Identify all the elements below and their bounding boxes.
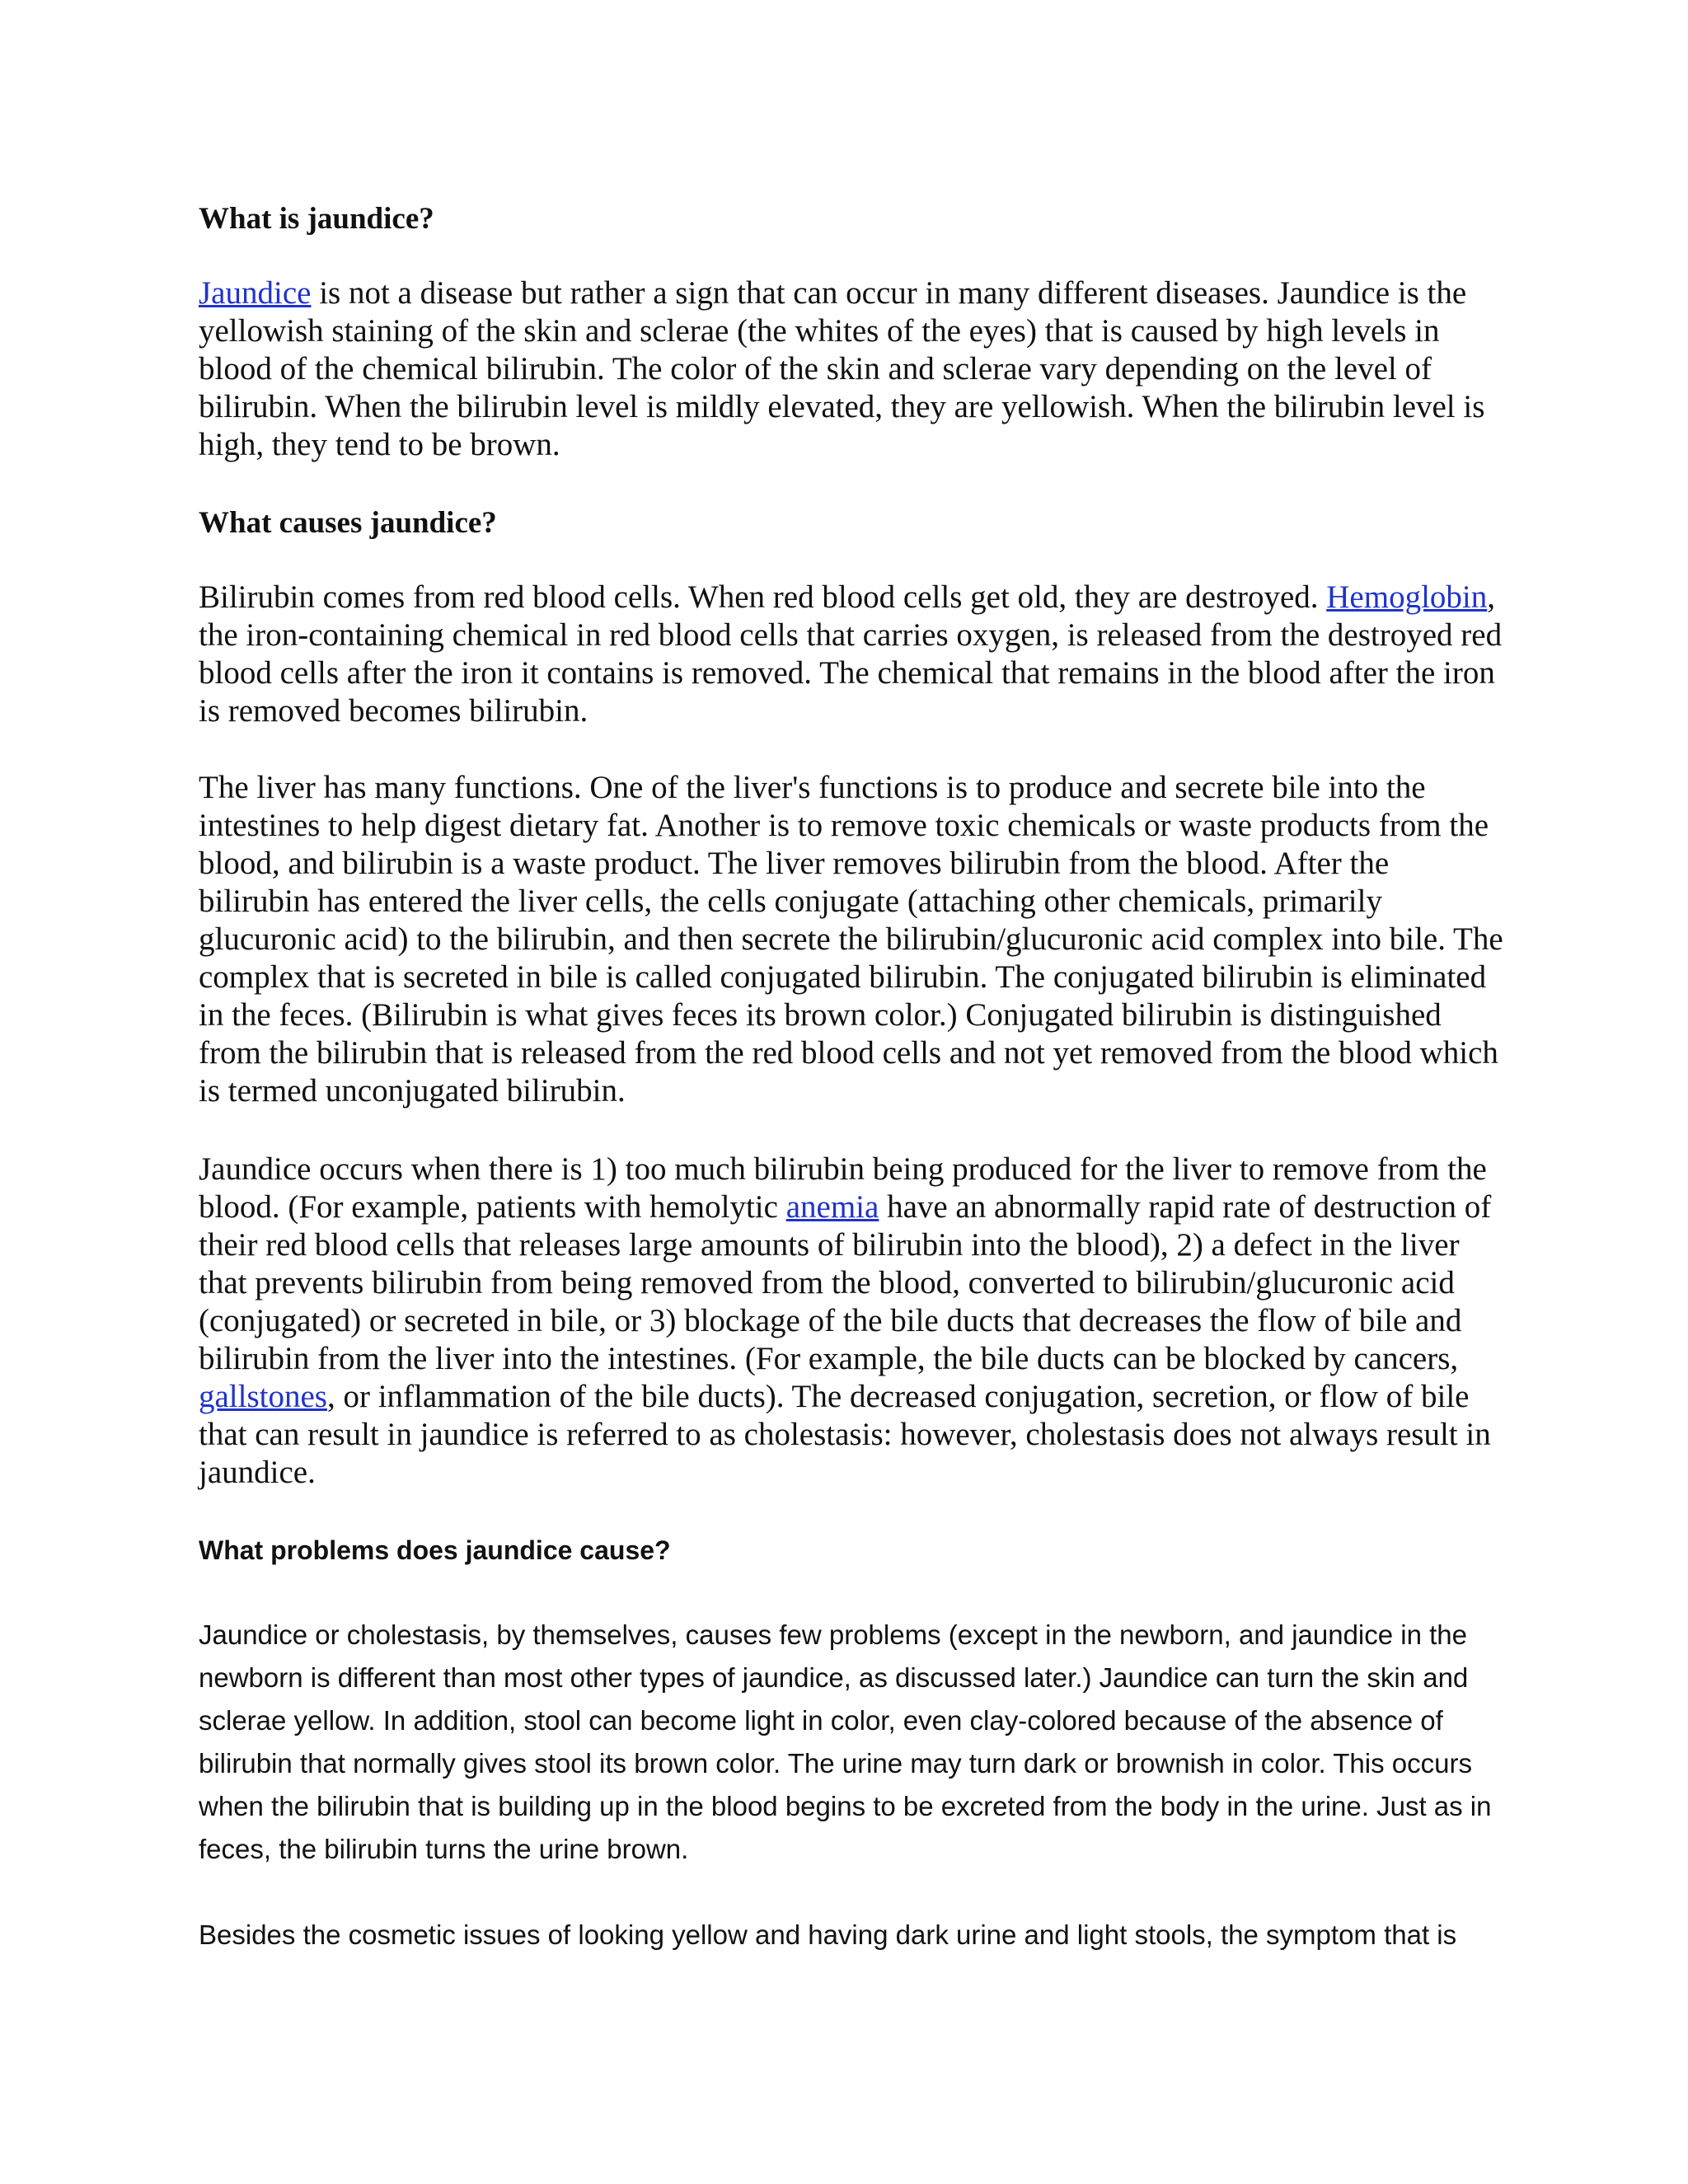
link-gallstones[interactable]: gallstones (199, 1379, 327, 1414)
paragraph-jaundice-occurs (199, 1151, 1505, 1492)
paragraph-problems: Jaundice or cholestasis, by themselves, causes few problems (except in the newborn, and jaundice in the newborn is different than most other types of jaundice, as discussed later.) Jaundice can turn the skin and sclerae yellow. In addition, stool can become light in color, even clay-colored because of the absence of bilirubin that normally gives stool its brown color. The urine may turn dark or brownish in color. This occurs when the bilirubin that is building up in the blood begins to be excreted from the body in the urine. Just as in feces, the bilirubin turns the urine brown. (199, 1619, 1492, 1864)
link-jaundice[interactable]: Jaundice (199, 275, 312, 311)
paragraph-what-is-jaundice (199, 274, 1505, 464)
paragraph-cosmetic-issues: Besides the cosmetic issues of looking yellow and having dark urine and light stools, the symptom that is (199, 1919, 1457, 1950)
paragraph-text: Bilirubin comes from red blood cells. When red blood cells get old, they are destroyed. (199, 579, 1327, 615)
link-hemoglobin[interactable]: Hemoglobin (1326, 579, 1488, 615)
paragraph-text: Jaundice occurs when there is 1) too much bilirubin being produced for the liver to remove from the blood. (For example, patients with hemolytic (199, 1151, 1487, 1225)
paragraph-text: is not a disease but rather a sign that can occur in many different diseases. Jaundice is the yellowish staining of the skin and sclerae (the whites of the eyes) that is caused by high levels in blood of the chemical bilirubin. The color of the skin and sclerae vary depending on the level of bilirubin. When the bilirubin level is mildly elevated, they are yellowish. When the bilirubin level is high, they tend to be brown. (199, 275, 1485, 462)
paragraph-text: , the iron-containing chemical in red blood cells that carries oxygen, is released from the destroyed red blood cells after the iron it contains is removed. The chemical that remains in the blood after the iron is removed becomes bilirubin. (199, 579, 1503, 729)
heading-what-causes-jaundice: What causes jaundice? (199, 506, 497, 540)
heading-what-problems: What problems does jaundice cause? (199, 1535, 671, 1565)
paragraph-text: have an abnormally rapid rate of destruction of their red blood cells that releases large amounts of bilirubin into the blood), 2) a defect in the liver that prevents bilirubin from being removed from the blood, converted to bilirubin/glucuronic acid (conjugated) or secreted in bile, or 3) blockage of the bile ducts that decreases the flow of bile and bilirubin from the liver into the intestines. (For example, the bile ducts can be blocked by cancers, (199, 1189, 1492, 1376)
link-anemia[interactable]: anemia (785, 1189, 879, 1225)
paragraph-bilirubin-source (199, 579, 1505, 730)
paragraph-text: , or inflammation of the bile ducts). The decreased conjugation, secretion, or flow of bile that can result in jaundice is referred to as cholestasis: however, cholestasis does not always result in jaundice. (199, 1379, 1491, 1490)
heading-what-is-jaundice: What is jaundice? (199, 202, 434, 236)
paragraph-liver-functions: The liver has many functions. One of the liver's functions is to produce and secrete bile into the intestines to help digest dietary fat. Another is to remove toxic chemicals or waste products from the blood, and bilirubin is a waste product. The liver removes bilirubin from the blood. After the bilirubin has entered the liver cells, the cells conjugate (attaching other chemicals, primarily glucuronic acid) to the bilirubin, and then secrete the bilirubin/glucuronic acid complex into bile. The complex that is secreted in bile is called conjugated bilirubin. The conjugated bilirubin is eliminated in the feces. (Bilirubin is what gives feces its brown color.) Conjugated bilirubin is distinguished from the bilirubin that is released from the red blood cells and not yet removed from the blood which is termed unconjugated bilirubin. (199, 770, 1503, 1108)
